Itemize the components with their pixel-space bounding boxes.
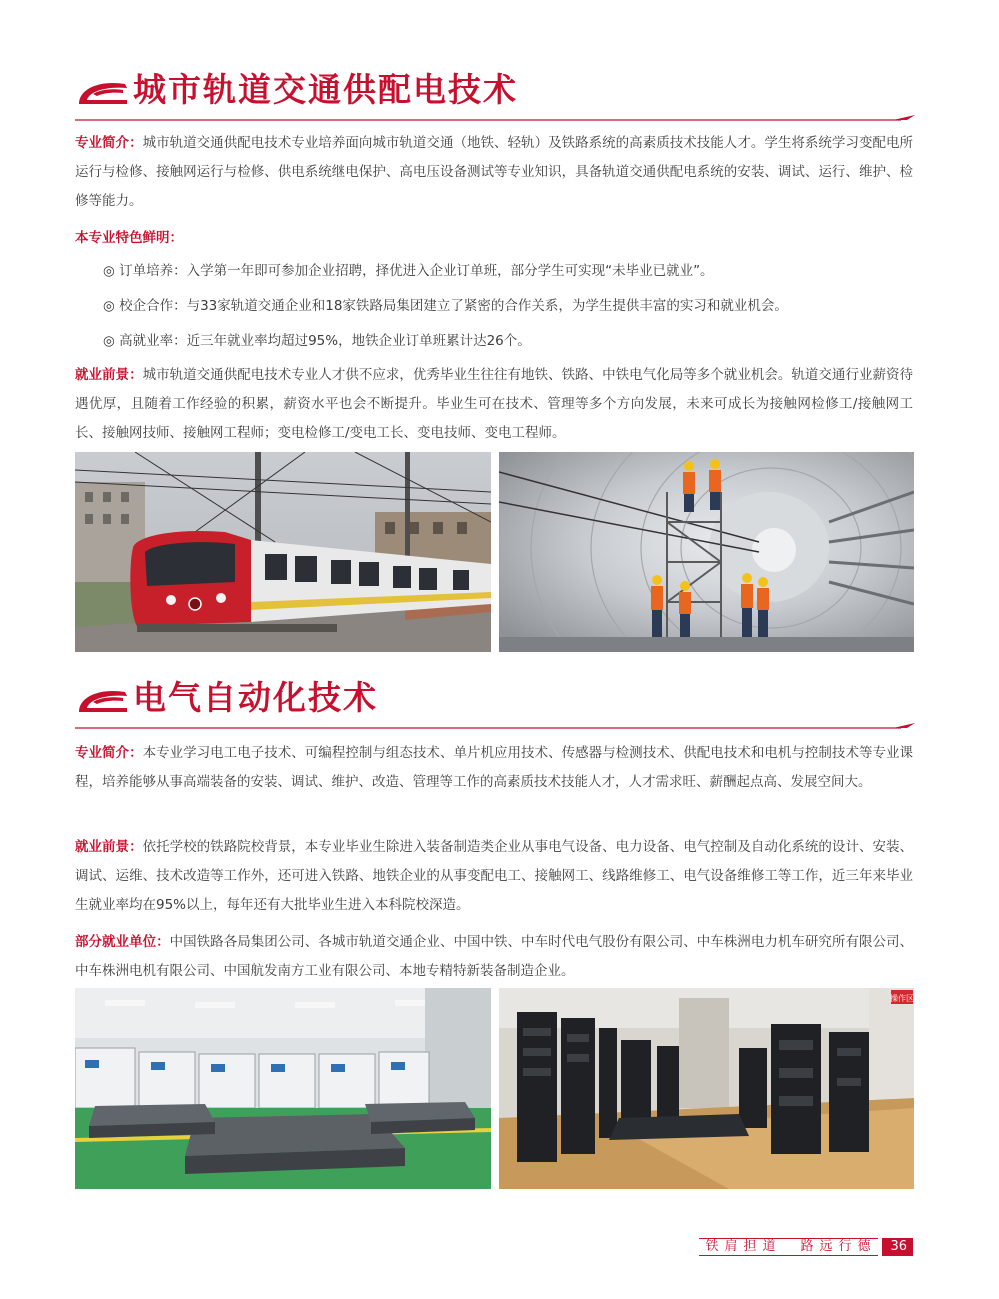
career-label: 就业前景： (75, 367, 143, 383)
feature-item: ◎ 校企合作：与33家轨道交通企业和18家铁路局集团建立了紧密的合作关系，为学生提供丰富的实习和就业机会。 (103, 298, 788, 314)
feature-heading (75, 224, 913, 253)
title-underline (75, 114, 915, 126)
footer-slogan: 铁肩担道 路远行德 (699, 1238, 878, 1256)
employer-text: 中国铁路各局集团公司、各城市轨道交通企业、中国中铁、中车时代电气股份有限公司、中车株洲电力机车研究所有限公司、中车株洲电机有限公司、中国航发南方工业有限公司、本地专精特新装备制造企业。 (75, 934, 914, 979)
intro-text: 城市轨道交通供配电技术专业培养面向城市轨道交通（地铁、轻轨）及铁路系统的高素质技术技能人才。学生将系统学习变配电所运行与检修、接触网运行与检修、供电系统继电保护、高电压设备测试等专业知识，具备轨道交通供配电系统的安装、调试、运行、维护、检修等能力。 (75, 135, 914, 209)
train-logo-icon (75, 74, 131, 110)
intro-paragraph (75, 129, 913, 216)
feature-label: 本专业特色鲜明： (75, 230, 183, 246)
employer-paragraph (75, 928, 913, 986)
section-title: 城市轨道交通供配电技术 (133, 70, 518, 109)
train-logo-icon (75, 682, 131, 718)
feature-item: ◎ 订单培养：入学第一年即可参加企业招聘，择优进入企业订单班，部分学生可实现“未毕业已就业”。 (103, 263, 714, 279)
page-number: 36 (882, 1238, 913, 1256)
career-paragraph (75, 361, 913, 448)
intro-paragraph (75, 739, 913, 797)
section-title: 电气自动化技术 (133, 678, 378, 717)
lab-sign-text: 操作区 (890, 994, 914, 1003)
intro-label: 专业简介： (75, 135, 143, 151)
section-header-electrical-automation (75, 676, 915, 736)
employer-label: 部分就业单位： (75, 934, 170, 950)
tunnel-workers-photo (499, 452, 914, 652)
career-text: 依托学校的铁路院校背景，本专业毕业生除进入装备制造类企业从事电气设备、电力设备、电气控制及自动化系统的设计、安装、调试、运维、技术改造等工作外，还可进入铁路、地铁企业的从事变配电工、接触网工、线路维修工、电气设备维修工等工作，近三年来毕业生就业率均在95%以上，每年还有大批毕业生进入本科院校深造。 (75, 839, 914, 913)
metro-train-photo (75, 452, 491, 652)
title-underline (75, 722, 915, 734)
intro-label: 专业简介： (75, 745, 143, 761)
section-header-power-supply (75, 68, 915, 128)
intro-text: 本专业学习电工电子技术、可编程控制与组态技术、单片机应用技术、传感器与检测技术、供配电技术和电机与控制技术等专业课程，培养能够从事高端装备的安装、调试、维护、改造、管理等工作的高素质技术技能人才，人才需求旺、薪酬起点高、发展空间大。 (75, 745, 914, 790)
career-label: 就业前景： (75, 839, 143, 855)
training-lab-photo (75, 988, 491, 1189)
feature-item: ◎ 高就业率：近三年就业率均超过95%，地铁企业订单班累计达26个。 (103, 333, 531, 349)
career-paragraph (75, 833, 913, 920)
page-footer (699, 1238, 913, 1256)
control-cabinet-lab-photo (499, 988, 914, 1189)
career-text: 城市轨道交通供配电技术专业人才供不应求，优秀毕业生往往有地铁、铁路、中铁电气化局等多个就业机会。轨道交通行业薪资待遇优厚，且随着工作经验的积累，薪资水平也会不断提升。毕业生可在技术、管理等多个方向发展，未来可成长为接触网检修工/接触网工长、接触网技师、接触网工程师；变电检修工/变电工长、变电技师、变电工程师。 (75, 367, 914, 441)
